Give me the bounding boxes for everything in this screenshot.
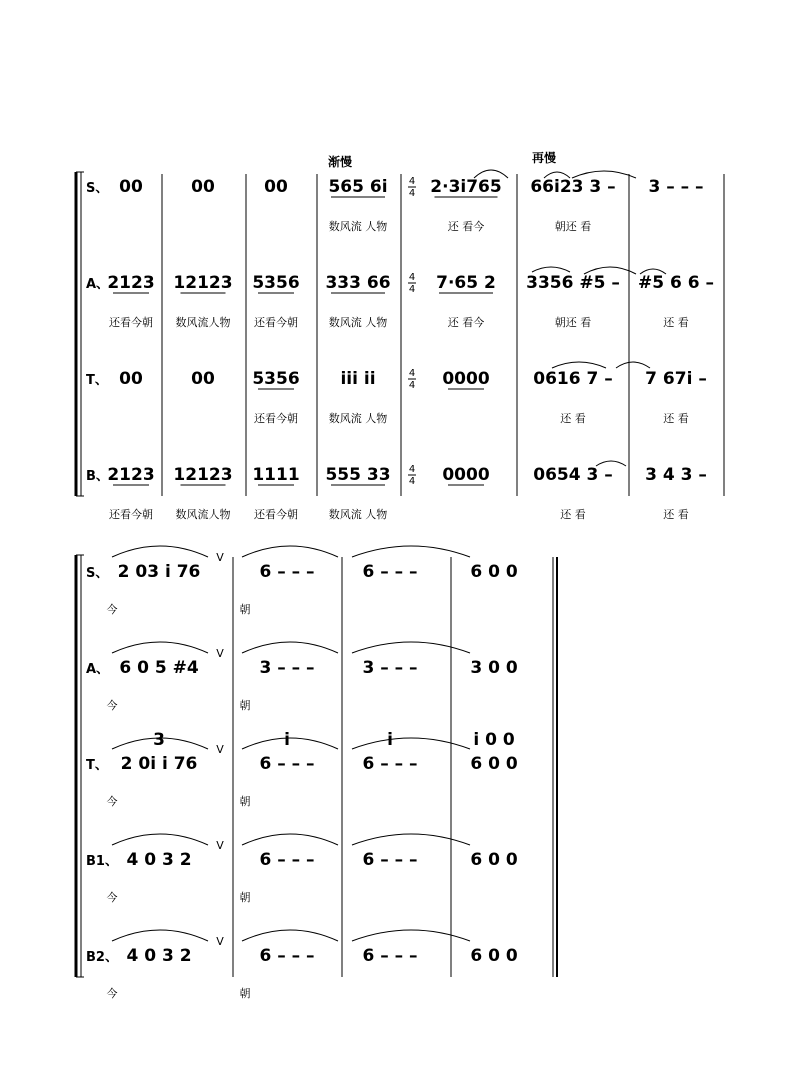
time-signature-bottom: 4 (408, 380, 416, 391)
upper-voice-note: i (387, 730, 393, 750)
part-label: T、 (86, 758, 108, 773)
note-group: 6 0 5 #4 (119, 658, 199, 678)
note-group: 2123 (107, 465, 155, 485)
part-label: A、 (86, 662, 110, 677)
lyric-text: 还 看 (560, 508, 586, 521)
note-group: iii ii (340, 369, 376, 389)
note-group: 0654 3 – (533, 465, 613, 485)
note-group: 6 0 0 (470, 946, 518, 966)
lyric-text: 数风流 人物 (328, 508, 388, 521)
lyric-text: 朝 (239, 699, 251, 712)
lyric-text: 数风流 人物 (328, 220, 388, 233)
system-1 (76, 150, 724, 521)
slur-arc (242, 546, 338, 557)
part-label: T、 (86, 373, 108, 388)
note-group: 00 (119, 177, 143, 197)
lyric-text: 还 看今 (447, 220, 485, 233)
note-group: 66i23 3 – (530, 177, 616, 197)
lyric-text: 数风流 人物 (328, 316, 388, 329)
lyric-text: 今 (106, 987, 118, 1000)
lyric-text: 今 (106, 891, 118, 904)
note-group: 555 33 (325, 465, 391, 485)
lyric-text: 朝 (239, 795, 251, 808)
time-signature-top: 4 (408, 464, 416, 475)
note-group: 3 0 0 (470, 658, 518, 678)
lyric-text: 还看今朝 (109, 316, 153, 329)
lyric-text: 还 看 (560, 412, 586, 425)
note-group: 6 – – – (362, 754, 418, 774)
slur-arc (616, 362, 650, 368)
note-group: 7 67i – (645, 369, 707, 389)
slur-arc (242, 834, 338, 845)
note-group: 00 (264, 177, 288, 197)
note-group: 12123 (173, 273, 233, 293)
time-signature-top: 4 (408, 272, 416, 283)
note-group: 0616 7 – (533, 369, 613, 389)
note-group: 6 – – – (362, 850, 418, 870)
breath-mark: V (216, 647, 224, 660)
part-label: S、 (86, 566, 109, 581)
lyric-text: 今 (106, 795, 118, 808)
upper-voice-note: i 0 0 (473, 730, 515, 750)
note-group: 6 – – – (259, 946, 315, 966)
lyric-text: 今 (106, 699, 118, 712)
slur-arc (112, 834, 208, 845)
part-label: B、 (86, 469, 109, 484)
slur-arc (352, 834, 470, 845)
time-signature-bottom: 4 (408, 476, 416, 487)
slur-arc (112, 930, 208, 941)
note-group: 2 03 i 76 (117, 562, 201, 582)
part-label: S、 (86, 181, 109, 196)
note-group: 6 0 0 (470, 850, 518, 870)
slur-arc (242, 642, 338, 653)
slur-arc (112, 642, 208, 653)
part-label: B1、 (86, 854, 118, 869)
note-group: #5 6 6 – (638, 273, 714, 293)
lyric-text: 今 (106, 603, 118, 616)
lyric-text: 还 看今 (447, 316, 485, 329)
note-group: 2·3i765 (430, 177, 502, 197)
note-group: 6 – – – (362, 562, 418, 582)
upper-voice-note: 3 (153, 730, 165, 750)
note-group: 5356 (252, 273, 300, 293)
lyric-text: 还 看 (663, 412, 689, 425)
part-label: B2、 (86, 950, 118, 965)
lyric-text: 还 看 (663, 508, 689, 521)
slur-arc (552, 362, 606, 368)
note-group: 0000 (442, 465, 490, 485)
slur-arc (112, 546, 208, 557)
note-group: 6 – – – (259, 850, 315, 870)
lyric-text: 朝 (239, 891, 251, 904)
lyric-text: 还看今朝 (109, 508, 153, 521)
slur-arc (352, 738, 470, 749)
slur-arc (352, 546, 470, 557)
lyric-text: 数风流 人物 (328, 412, 388, 425)
note-group: 6 0 0 (470, 562, 518, 582)
note-group: 6 0 0 (470, 754, 518, 774)
note-group: 6 – – – (362, 946, 418, 966)
note-group: 7·65 2 (436, 273, 496, 293)
time-signature-top: 4 (408, 176, 416, 187)
note-group: 3 4 3 – (645, 465, 707, 485)
note-group: 6 – – – (259, 562, 315, 582)
slur-arc (352, 642, 470, 653)
lyric-text: 朝还 看 (554, 220, 592, 233)
slur-arc (242, 738, 338, 749)
breath-mark: V (216, 935, 224, 948)
note-group: 5356 (252, 369, 300, 389)
note-group: 00 (191, 369, 215, 389)
note-group: 565 6i (328, 177, 388, 197)
note-group: 3 – – – (259, 658, 315, 678)
lyric-text: 数风流人物 (175, 316, 231, 329)
breath-mark: V (216, 551, 224, 564)
time-signature-bottom: 4 (408, 284, 416, 295)
lyric-text: 还 看 (663, 316, 689, 329)
lyric-text: 还看今朝 (254, 316, 298, 329)
note-group: 1111 (252, 465, 300, 485)
breath-mark: V (216, 743, 224, 756)
note-group: 12123 (173, 465, 233, 485)
lyric-text: 还看今朝 (254, 508, 298, 521)
slur-arc (352, 930, 470, 941)
note-group: 00 (119, 369, 143, 389)
note-group: 333 66 (325, 273, 391, 293)
upper-voice-note: i (284, 730, 290, 750)
lyric-text: 数风流人物 (175, 508, 231, 521)
time-signature-bottom: 4 (408, 188, 416, 199)
note-group: 00 (191, 177, 215, 197)
time-signature-top: 4 (408, 368, 416, 379)
note-group: 0000 (442, 369, 490, 389)
system-2 (76, 546, 557, 1000)
note-group: 3 – – – (362, 658, 418, 678)
tempo-mark-ritardando: 渐慢 (327, 155, 353, 169)
note-group: 3356 #5 – (526, 273, 620, 293)
note-group: 4 0 3 2 (126, 946, 192, 966)
lyric-text: 朝 (239, 987, 251, 1000)
lyric-text: 朝还 看 (554, 316, 592, 329)
note-group: 3 – – – (648, 177, 704, 197)
tempo-mark-slower: 再慢 (531, 151, 557, 165)
lyric-text: 还看今朝 (254, 412, 298, 425)
part-label: A、 (86, 277, 110, 292)
note-group: 6 – – – (259, 754, 315, 774)
note-group: 4 0 3 2 (126, 850, 192, 870)
slur-arc (242, 930, 338, 941)
note-group: 2123 (107, 273, 155, 293)
slur-arc (532, 267, 570, 272)
note-group: 2 0i i 76 (120, 754, 198, 774)
lyric-text: 朝 (239, 603, 251, 616)
breath-mark: V (216, 839, 224, 852)
